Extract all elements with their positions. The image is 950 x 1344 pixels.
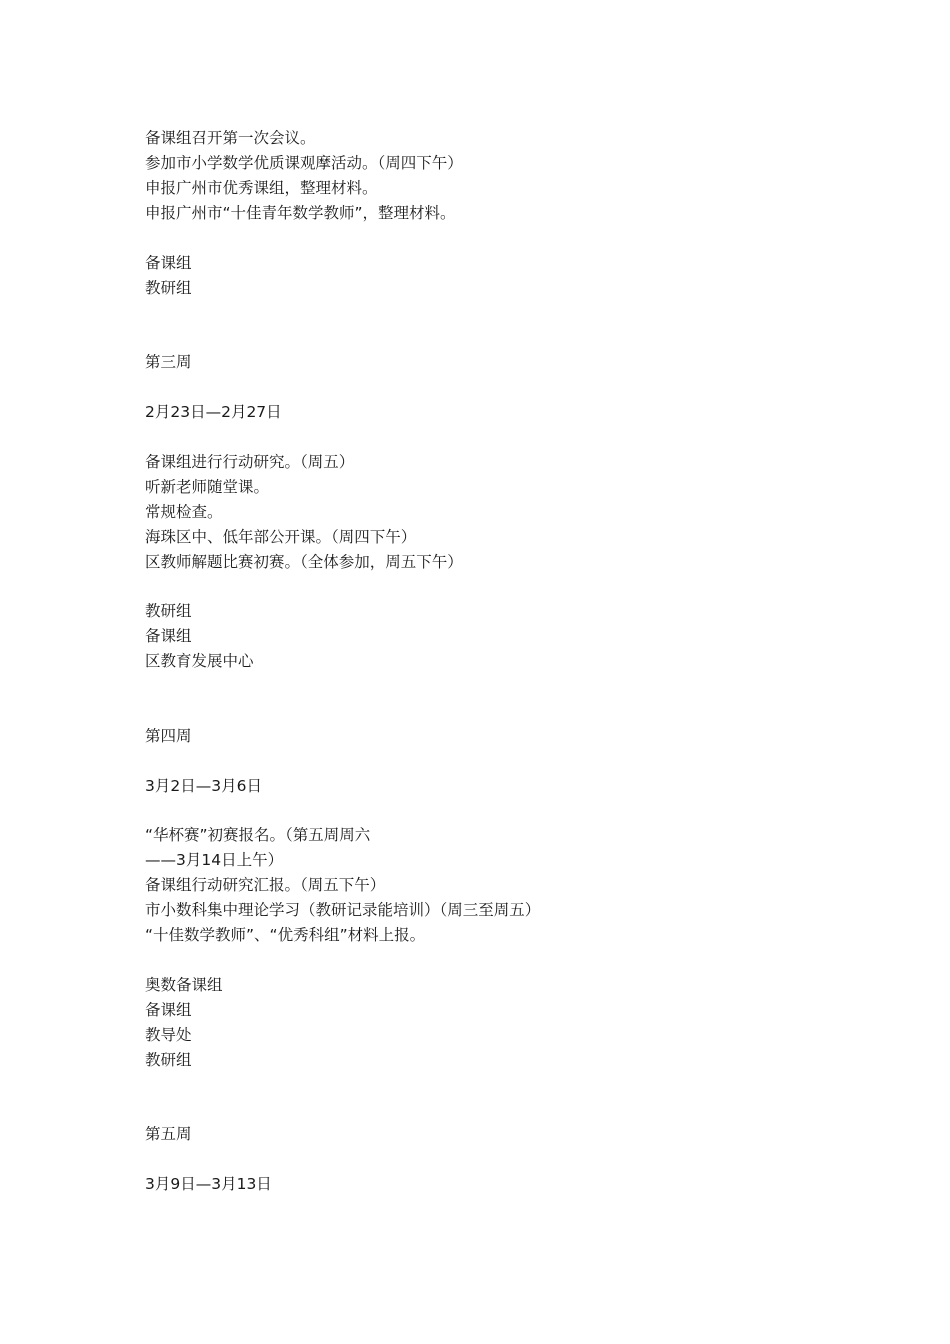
task-line: 常规检查。 [145,503,223,521]
task-line: 备课组召开第一次会议。 [145,129,316,147]
owner-line: 教研组 [145,602,192,620]
task-line: 备课组进行行动研究。（周五） [145,453,355,471]
task-line: 参加市小学数学优质课观摩活动。（周四下午） [145,154,463,172]
task-line: “华杯赛”初赛报名。（第五周周六 [145,826,371,844]
task-line: “十佳数学教师”、“优秀科组”材料上报。 [145,926,426,944]
owner-line: 教研组 [145,279,192,297]
owner-line: 备课组 [145,627,192,645]
task-line: 备课组行动研究汇报。（周五下午） [145,876,386,894]
task-line: 申报广州市“十佳青年数学教师”，整理材料。 [145,204,456,222]
week-title: 第三周 [145,353,192,371]
task-line: 区教师解题比赛初赛。（全体参加，周五下午） [145,553,463,571]
task-line: 市小数科集中理论学习（教研记录能培训）（周三至周五） [145,901,541,919]
task-line: 海珠区中、低年部公开课。（周四下午） [145,528,417,546]
task-line: 申报广州市优秀课组，整理材料。 [145,179,378,197]
task-line: ——3月14日上午） [145,851,284,869]
owner-line: 教导处 [145,1026,192,1044]
task-line: 听新老师随堂课。 [145,478,270,496]
owner-line: 奥数备课组 [145,976,223,994]
owner-line: 备课组 [145,1001,192,1019]
week-dates: 3月2日—3月6日 [145,777,262,795]
week-dates: 2月23日—2月27日 [145,403,282,421]
owner-line: 区教育发展中心 [145,652,254,670]
week-title: 第五周 [145,1125,192,1143]
week-dates: 3月9日—3月13日 [145,1175,272,1193]
week-title: 第四周 [145,727,192,745]
owner-line: 教研组 [145,1051,192,1069]
owner-line: 备课组 [145,254,192,272]
